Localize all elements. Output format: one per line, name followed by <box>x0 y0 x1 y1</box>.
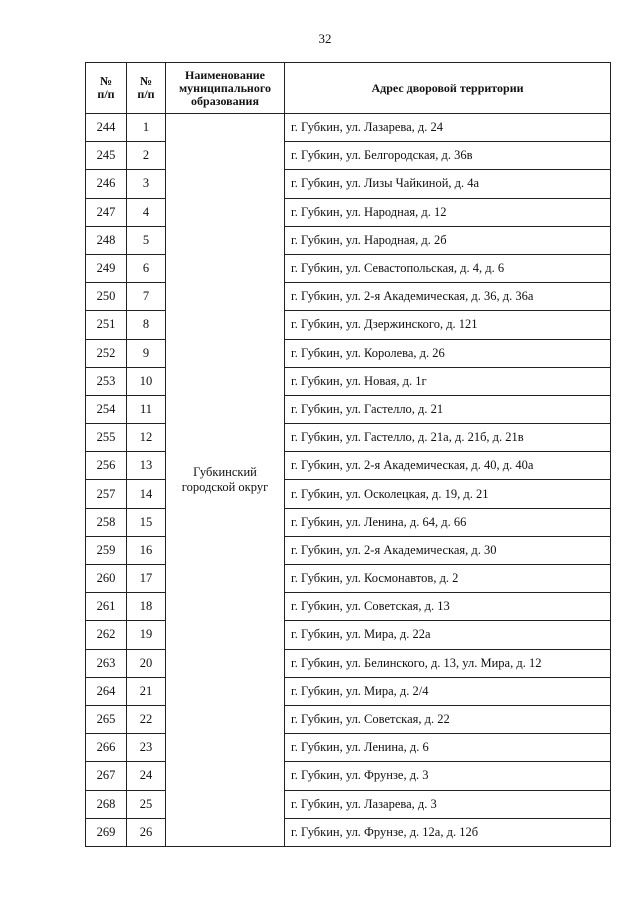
row-address: г. Губкин, ул. Ленина, д. 6 <box>285 734 611 762</box>
table-row <box>86 452 611 480</box>
row-number: 261 <box>86 593 127 621</box>
table-row <box>86 339 611 367</box>
table-row <box>86 395 611 423</box>
table-row <box>86 424 611 452</box>
row-address: г. Губкин, ул. Белгородская, д. 36в <box>285 142 611 170</box>
table-row <box>86 734 611 762</box>
row-number: 252 <box>86 339 127 367</box>
row-number: 262 <box>86 621 127 649</box>
row-number: 259 <box>86 536 127 564</box>
table-row <box>86 114 611 142</box>
row-local-number: 26 <box>127 818 166 846</box>
row-address: г. Губкин, ул. Дзержинского, д. 121 <box>285 311 611 339</box>
row-address: г. Губкин, ул. 2-я Академическая, д. 36, д. 36а <box>285 283 611 311</box>
row-local-number: 7 <box>127 283 166 311</box>
header-number-line2: п/п <box>97 87 115 101</box>
row-number: 254 <box>86 395 127 423</box>
table-row <box>86 170 611 198</box>
row-address: г. Губкин, ул. Народная, д. 12 <box>285 198 611 226</box>
header-number <box>86 63 127 114</box>
table-row <box>86 705 611 733</box>
table-row <box>86 677 611 705</box>
table-row <box>86 367 611 395</box>
row-address: г. Губкин, ул. Космонавтов, д. 2 <box>285 565 611 593</box>
row-address: г. Губкин, ул. Народная, д. 2б <box>285 226 611 254</box>
row-number: 256 <box>86 452 127 480</box>
row-local-number: 12 <box>127 424 166 452</box>
row-number: 258 <box>86 508 127 536</box>
row-local-number: 6 <box>127 254 166 282</box>
table-row <box>86 565 611 593</box>
row-address: г. Губкин, ул. Лазарева, д. 24 <box>285 114 611 142</box>
header-municipality <box>166 63 285 114</box>
header-municipality-line1: Наименование <box>185 67 265 82</box>
row-number: 251 <box>86 311 127 339</box>
row-local-number: 22 <box>127 705 166 733</box>
row-address: г. Губкин, ул. Королева, д. 26 <box>285 339 611 367</box>
row-number: 255 <box>86 424 127 452</box>
row-local-number: 2 <box>127 142 166 170</box>
table-row <box>86 790 611 818</box>
row-number: 248 <box>86 226 127 254</box>
row-local-number: 19 <box>127 621 166 649</box>
header-local-number-line2: п/п <box>137 87 155 101</box>
page-number: 32 <box>318 31 332 46</box>
row-address: г. Губкин, ул. Гастелло, д. 21а, д. 21б, д. 21в <box>285 424 611 452</box>
table-row <box>86 283 611 311</box>
row-number: 246 <box>86 170 127 198</box>
row-address: г. Губкин, ул. Фрунзе, д. 3 <box>285 762 611 790</box>
row-local-number: 3 <box>127 170 166 198</box>
row-number: 247 <box>86 198 127 226</box>
table-row <box>86 226 611 254</box>
row-local-number: 10 <box>127 367 166 395</box>
row-local-number: 4 <box>127 198 166 226</box>
table-row <box>86 621 611 649</box>
row-number: 260 <box>86 565 127 593</box>
row-address: г. Губкин, ул. Ленина, д. 64, д. 66 <box>285 508 611 536</box>
row-address: г. Губкин, ул. 2-я Академическая, д. 40, д. 40а <box>285 452 611 480</box>
row-number: 245 <box>86 142 127 170</box>
municipality-line2: городской округ <box>181 479 269 494</box>
municipality-cell <box>166 114 285 847</box>
row-number: 264 <box>86 677 127 705</box>
table-row <box>86 536 611 564</box>
header-local-number-line1: № <box>139 74 153 88</box>
row-address: г. Губкин, ул. Фрунзе, д. 12а, д. 12б <box>285 818 611 846</box>
row-address: г. Губкин, ул. Лизы Чайкиной, д. 4а <box>285 170 611 198</box>
header-municipality-line2: муниципального <box>179 80 271 95</box>
address-table <box>85 62 611 847</box>
table-row <box>86 593 611 621</box>
row-address: г. Губкин, ул. Гастелло, д. 21 <box>285 395 611 423</box>
row-address: г. Губкин, ул. Мира, д. 22а <box>285 621 611 649</box>
table-row <box>86 649 611 677</box>
row-local-number: 24 <box>127 762 166 790</box>
row-number: 244 <box>86 114 127 142</box>
header-number-line1: № <box>99 74 113 88</box>
table-row <box>86 311 611 339</box>
row-number: 249 <box>86 254 127 282</box>
row-local-number: 23 <box>127 734 166 762</box>
row-local-number: 5 <box>127 226 166 254</box>
row-address: г. Губкин, ул. Советская, д. 13 <box>285 593 611 621</box>
row-address: г. Губкин, ул. 2-я Академическая, д. 30 <box>285 536 611 564</box>
header-local-number <box>127 63 166 114</box>
table-header-row <box>86 63 611 114</box>
row-number: 265 <box>86 705 127 733</box>
row-local-number: 8 <box>127 311 166 339</box>
table-row <box>86 254 611 282</box>
row-local-number: 17 <box>127 565 166 593</box>
row-local-number: 25 <box>127 790 166 818</box>
row-local-number: 1 <box>127 114 166 142</box>
row-local-number: 9 <box>127 339 166 367</box>
table-row <box>86 480 611 508</box>
row-number: 250 <box>86 283 127 311</box>
header-municipality-line3: образования <box>191 93 259 108</box>
row-local-number: 21 <box>127 677 166 705</box>
row-address: г. Губкин, ул. Мира, д. 2/4 <box>285 677 611 705</box>
row-address: г. Губкин, ул. Севастопольская, д. 4, д. 6 <box>285 254 611 282</box>
row-number: 257 <box>86 480 127 508</box>
row-local-number: 18 <box>127 593 166 621</box>
row-number: 269 <box>86 818 127 846</box>
row-address: г. Губкин, ул. Советская, д. 22 <box>285 705 611 733</box>
row-local-number: 13 <box>127 452 166 480</box>
row-number: 268 <box>86 790 127 818</box>
row-local-number: 16 <box>127 536 166 564</box>
row-number: 267 <box>86 762 127 790</box>
table-row <box>86 762 611 790</box>
table-row <box>86 818 611 846</box>
table-row <box>86 142 611 170</box>
table-row <box>86 198 611 226</box>
row-number: 266 <box>86 734 127 762</box>
municipality-line1: Губкинский <box>193 464 257 479</box>
row-address: г. Губкин, ул. Новая, д. 1г <box>285 367 611 395</box>
row-number: 253 <box>86 367 127 395</box>
row-number: 263 <box>86 649 127 677</box>
table-row <box>86 508 611 536</box>
row-address: г. Губкин, ул. Осколецкая, д. 19, д. 21 <box>285 480 611 508</box>
header-address: Адрес дворовой территории <box>285 63 611 114</box>
table-body <box>86 114 611 847</box>
row-local-number: 11 <box>127 395 166 423</box>
row-local-number: 14 <box>127 480 166 508</box>
row-address: г. Губкин, ул. Белинского, д. 13, ул. Мира, д. 12 <box>285 649 611 677</box>
row-local-number: 20 <box>127 649 166 677</box>
row-local-number: 15 <box>127 508 166 536</box>
row-address: г. Губкин, ул. Лазарева, д. 3 <box>285 790 611 818</box>
